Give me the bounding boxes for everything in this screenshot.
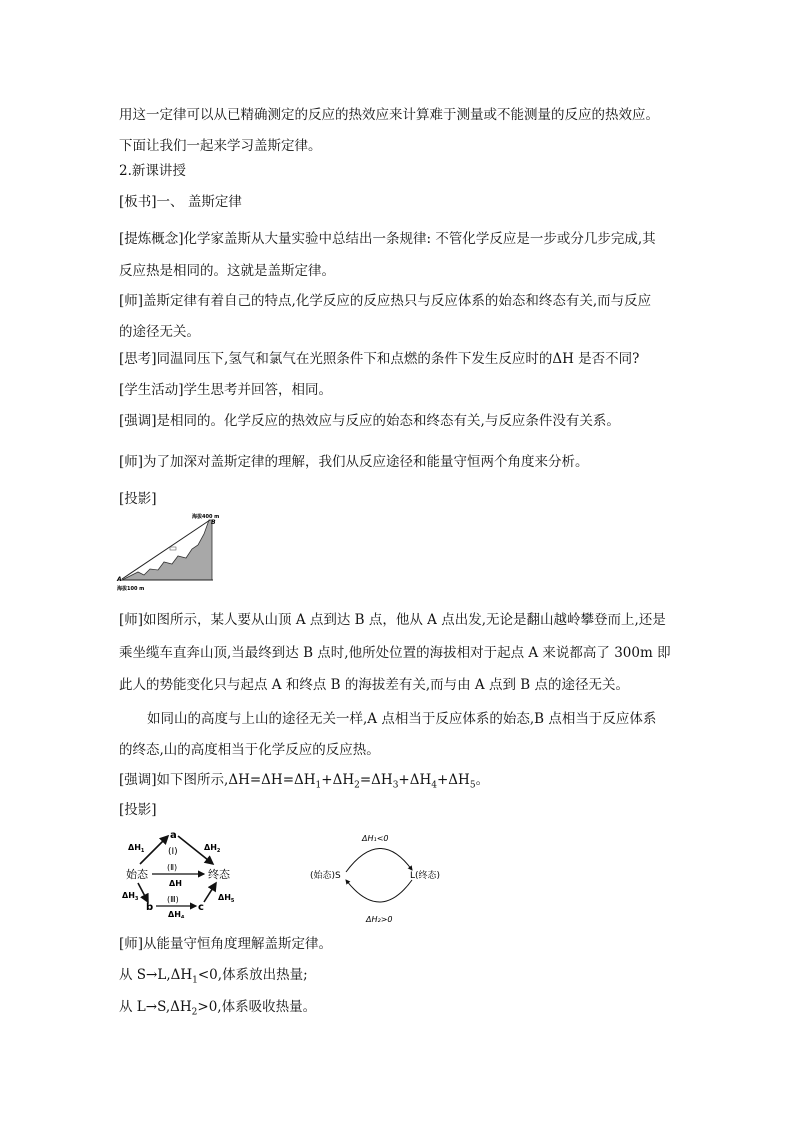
paragraph-line: 用这一定律可以从已精确测定的反应的热效应来计算难于测量或不能测量的反应的热效应。 (119, 107, 659, 123)
paragraph-line: 反应热是相同的。这就是盖斯定律。 (119, 263, 335, 279)
node-c-label: c (198, 902, 204, 913)
formula-rest: $=\Delta H_1+\Delta H_2=\Delta H_3+\Delta H_4+\Delta H_5$。 (282, 772, 490, 791)
point-b-label: B (211, 519, 216, 526)
paragraph-line: [师]为了加深对盖斯定律的理解，我们从反应途径和能量守恒两个角度来分析。 (119, 454, 589, 470)
paragraph-line: 的终态,山的高度相当于化学反应的反应热。 (119, 742, 380, 758)
bottom-altitude-label: 海拔100 m (117, 586, 145, 592)
cycle-right-label: L(终态) (410, 871, 441, 881)
arrow-start-to-b (138, 883, 148, 902)
dh5-label: $\Delta H_5$ (218, 893, 235, 904)
section-heading: 2.新课讲授 (119, 163, 186, 179)
path3-label: (Ⅲ) (167, 895, 179, 904)
paragraph-line: [师]如图所示，某人要从山顶 A 点到达 B 点，他从 A 点出发,无论是翻山越岭攀登而上,还是 (119, 612, 666, 628)
cycle-top-label: ΔH₁<0 (362, 834, 389, 843)
start-state-label: 始态 (126, 868, 148, 881)
paragraph-line: 的途径无关。 (119, 324, 200, 340)
dh4-label: $\Delta H_4$ (168, 910, 185, 918)
s-to-l-rest: <0,体系放出热量; (197, 967, 308, 983)
blackboard-note: [板书]一、 盖斯定律 (119, 194, 242, 210)
cable-car-icon (170, 547, 176, 550)
end-state-label: 终态 (208, 868, 230, 881)
formula-line (119, 771, 489, 795)
projection-label: [投影] (119, 802, 157, 818)
cycle-bottom-label: ΔH₂>0 (366, 915, 393, 924)
l-to-s-prefix: 从 L→S,ΔH (119, 999, 192, 1015)
mountain-figure (116, 512, 220, 596)
paragraph-line: [师]盖斯定律有着自己的特点,化学反应的反应热只与反应体系的始态和终态有关,而与反应 (119, 293, 652, 309)
paragraph-line: [提炼概念]化学家盖斯从大量实验中总结出一条规律: 不管化学反应是一步或分几步完成,其 (119, 231, 656, 247)
paragraph-line: [强调]是相同的。化学反应的热效应与反应的始态和终态有关,与反应条件没有关系。 (119, 413, 620, 429)
paragraph-line: [师]从能量守恒角度理解盖斯定律。 (119, 936, 333, 952)
paragraph-line: 从 $L\to S,\Delta H_2>0$,体系吸收热量。 (119, 999, 317, 1018)
paragraph-line: 下面让我们一起来学习盖斯定律。 (119, 138, 322, 154)
dh2-label: $\Delta H_2$ (204, 843, 221, 854)
path2-label: (Ⅱ) (167, 863, 178, 872)
arrow-c-to-end (204, 883, 216, 902)
s-to-l-prefix: 从 S→L,ΔH (119, 967, 193, 983)
paragraph-line: 乘坐缆车直奔山顶,当最终到达 B 点时,他所处位置的海拔相对于起点 A 来说都高了 300m 即 (119, 645, 671, 661)
path1-label: (Ⅰ) (168, 847, 178, 857)
formula-prefix: [强调]如下图所示,ΔH=ΔH (119, 772, 283, 788)
projection-label: [投影] (119, 491, 157, 507)
dh3-label: $\Delta H_3$ (122, 891, 139, 902)
top-altitude-label: 海拔400 m (192, 514, 220, 520)
paragraph-line: [思考]同温同压下,氢气和氯气在光照条件下和点燃的条件下发生反应时的ΔH 是否不同? (119, 351, 640, 367)
energy-cycle-diagram (310, 828, 460, 924)
paragraph-line: 此人的势能变化只与起点 A 和终点 B 的海拔差有关,而与由 A 点到 B 点的途径无关。 (119, 677, 629, 693)
paragraph-line: 如同山的高度与上山的途径无关一样,A 点相当于反应体系的始态,B 点相当于反应体系 (147, 711, 657, 727)
node-b-label: b (146, 902, 154, 913)
dh1-label: $\Delta H_1$ (128, 843, 145, 854)
reaction-path-diagram (118, 826, 248, 918)
arrow-l-to-s (346, 880, 412, 902)
paragraph-line: 从 $S\to L,\Delta H_1<0$,体系放出热量; (119, 967, 308, 986)
arrow-s-to-l (346, 848, 412, 872)
cycle-left-label: (始态)S (310, 871, 341, 881)
point-a-label: A (117, 576, 122, 583)
l-to-s-rest: >0,体系吸收热量。 (197, 999, 317, 1015)
dh-label: ΔH (169, 879, 182, 888)
mountain-shape (122, 520, 212, 580)
node-a-label: a (170, 830, 177, 841)
paragraph-line: [学生活动]学生思考并回答，相同。 (119, 382, 333, 398)
